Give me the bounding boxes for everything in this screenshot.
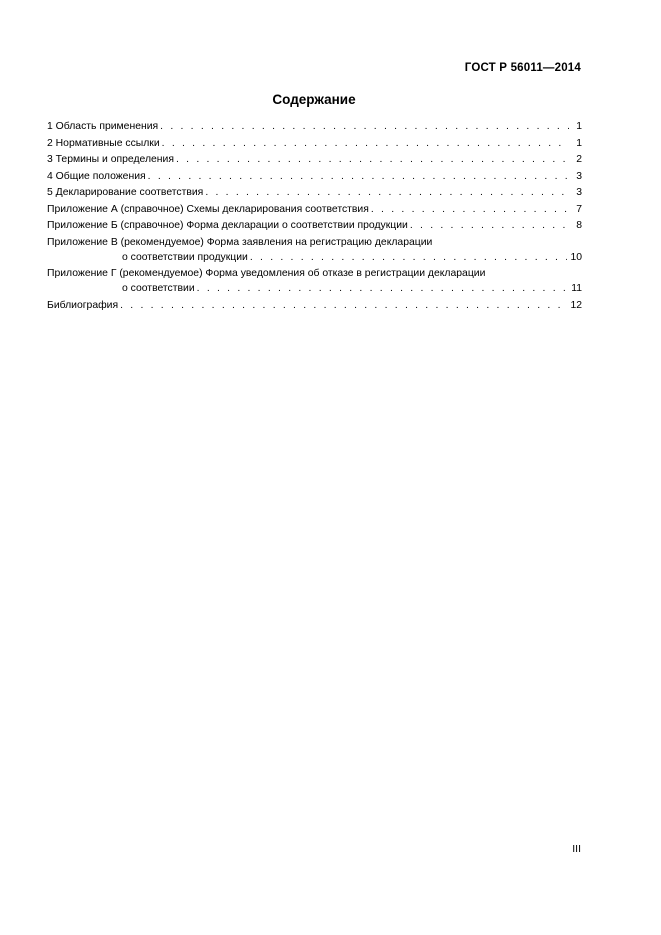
toc-leader-dots [205,185,569,202]
toc-entry-page: 2 [576,154,582,165]
toc-entry-page: 1 [576,121,582,132]
toc-entry-text-line2: о соответствии [122,283,195,294]
toc-leader-dots [162,136,569,153]
toc-leader-dots [410,218,569,235]
toc-entry-declaration[interactable] [47,185,582,202]
toc-entry-scope[interactable] [47,119,582,136]
toc-entry-page: 1 [576,137,582,149]
toc-entry-annex-b[interactable] [47,218,582,235]
toc-entry-page: 3 [576,187,582,198]
toc-entry-text: Приложение Б (справочное) Форма декларации о соответствии продукции [47,220,408,231]
toc-entry-text: Библиография [47,299,119,311]
toc-entry-terms[interactable] [47,152,582,169]
toc-entry-text: 1 Область применения [47,121,159,132]
toc-entry-text: Приложение А (справочное) Схемы декларирования соответствия [47,203,369,215]
contents-title: Содержание [272,92,356,107]
toc-leader-dots [371,202,569,219]
toc-entry-text: 3 Термины и определения [47,154,174,165]
toc-entry-normative-references[interactable] [47,136,582,153]
toc-leader-dots [250,250,568,267]
toc-leader-dots [148,169,569,186]
toc-entry-text-line1: Приложение В (рекомендуемое) Форма заявления на регистрацию декларации [47,236,433,248]
toc-leader-dots [160,119,569,136]
toc-entry-annex-a[interactable] [47,202,582,219]
toc-entry-text-line2: о соответствии продукции [122,251,248,263]
toc-leader-dots [176,152,569,169]
page-number: III [572,843,581,855]
toc-entry-annex-g[interactable] [47,266,582,298]
toc-entry-page: 10 [570,251,582,263]
toc-entry-text: 4 Общие положения [47,170,146,182]
toc-entry-text: 2 Нормативные ссылки [47,137,160,149]
toc-leader-dots [120,298,567,315]
toc-entry-annex-v[interactable] [47,235,582,267]
table-of-contents [47,119,582,314]
toc-entry-bibliography[interactable] [47,298,582,315]
document-code: ГОСТ Р 56011—2014 [464,62,581,74]
toc-entry-page: 7 [576,203,582,215]
toc-entry-page: 12 [570,299,582,311]
toc-entry-general[interactable] [47,169,582,186]
toc-leader-dots [197,281,569,298]
toc-entry-page: 8 [576,220,582,231]
toc-entry-page: 3 [576,170,582,182]
toc-entry-page: 11 [571,283,582,294]
toc-entry-text: 5 Декларирование соответствия [47,187,204,198]
toc-entry-text-line1: Приложение Г (рекомендуемое) Форма уведомления об отказе в регистрации декларации [47,268,486,279]
